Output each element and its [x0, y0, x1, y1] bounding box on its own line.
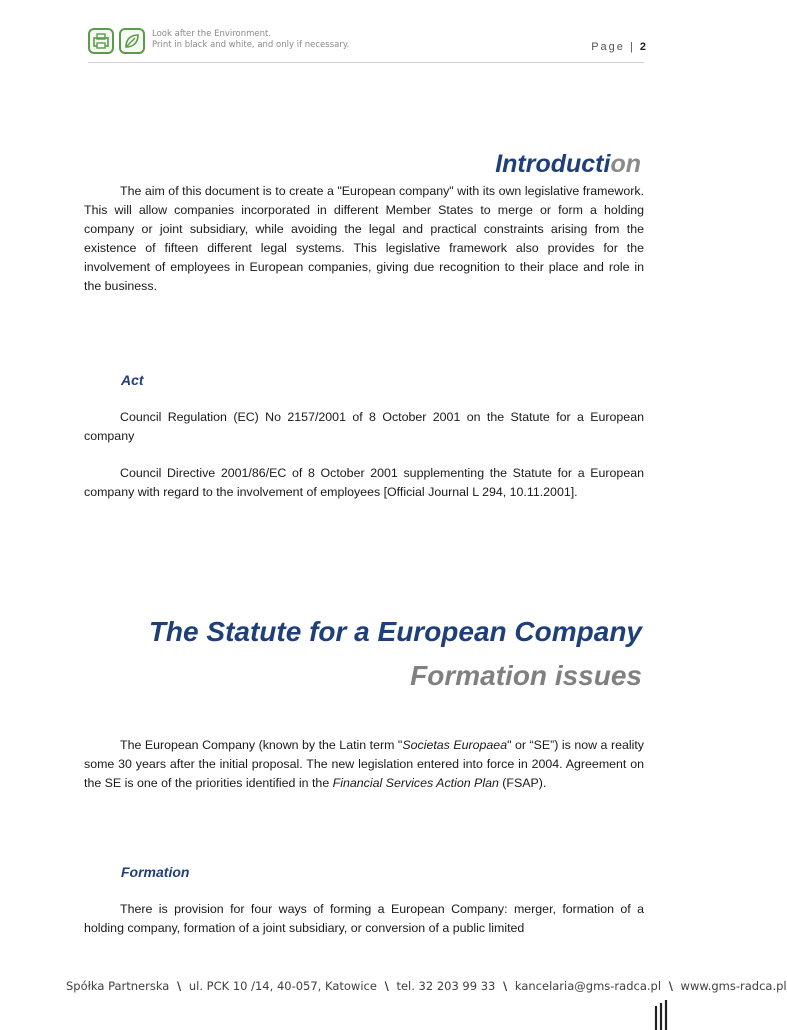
- footer-firm: Spółka Partnerska: [66, 979, 170, 993]
- page-header: [88, 26, 648, 62]
- footer-address: ul. PCK 10 /14, 40-057, Katowice: [188, 979, 377, 993]
- act-item-directive-text: Council Directive 2001/86/EC of 8 October 2001 supplementing the Statute for a European company with regard to the involvement of employees [Official Journal L 294, 10.11.2001].: [84, 466, 644, 499]
- statute-text-b: " or “SE”) is now a reality some 30 years after the initial proposal. The new legislation entered into force in 2004. Agreement on the SE is one of the priorities identified in the: [84, 738, 644, 790]
- footer-separator: \: [384, 979, 389, 993]
- leaf-logo-icon: [119, 28, 145, 54]
- act-heading: Act: [121, 372, 144, 388]
- footer-web: www.gms-radca.pl: [680, 979, 787, 993]
- formation-issues-heading: Formation issues: [410, 660, 642, 691]
- act-item-directive: [84, 464, 644, 502]
- footer-separator: \: [668, 979, 673, 993]
- page-number-label: [591, 41, 646, 53]
- page-word: Page: [591, 41, 625, 53]
- introduction-paragraph: [84, 182, 644, 296]
- statute-text-a: The European Company (known by the Latin term ": [120, 738, 403, 752]
- formation-paragraph: [84, 900, 644, 938]
- header-divider: [88, 62, 644, 63]
- printer-logo-icon: [88, 28, 114, 54]
- page-footer: [66, 979, 787, 993]
- page-separator: |: [629, 41, 635, 53]
- corner-stripes-decoration: [652, 1000, 672, 1030]
- act-item-regulation: [84, 408, 644, 446]
- page-number: 2: [639, 41, 646, 53]
- introduction-heading-main: Introducti: [495, 150, 611, 178]
- statute-fsap-term: Financial Services Action Plan: [332, 776, 499, 790]
- introduction-heading: [495, 150, 641, 179]
- footer-email: kancelaria@gms-radca.pl: [514, 979, 662, 993]
- formation-heading: Formation: [121, 864, 190, 880]
- environment-notice-line2: Print in black and white, and only if necessary.: [152, 40, 350, 50]
- footer-separator: \: [503, 979, 508, 993]
- footer-phone: tel. 32 203 99 33: [396, 979, 496, 993]
- introduction-text: The aim of this document is to create a "European company" with its own legislative framework. This will allow companies incorporated in different Member States to merge or form a holding company or joint subsidiary, while avoiding the legal and practical constraints arising from the existence of fifteen different legal systems. This legislative framework also provides for the involvement of employees in European companies, giving due recognition to their place and role in the business.: [84, 184, 644, 293]
- act-item-regulation-text: Council Regulation (EC) No 2157/2001 of 8 October 2001 on the Statute for a European company: [84, 410, 644, 443]
- environment-notice: [152, 29, 349, 51]
- footer-separator: \: [177, 979, 182, 993]
- introduction-heading-fade: on: [610, 150, 641, 178]
- statute-text-c: (FSAP).: [498, 776, 547, 790]
- statute-latin-term: Societas Europaea: [402, 738, 508, 752]
- formation-text: There is provision for four ways of forming a European Company: merger, formation of a holding company, formation of a joint subsidiary, or conversion of a public limited: [84, 902, 644, 935]
- statute-heading: The Statute for a European Company: [148, 616, 642, 647]
- statute-paragraph: [84, 736, 644, 793]
- environment-notice-line1: Look after the Environment.: [152, 29, 272, 39]
